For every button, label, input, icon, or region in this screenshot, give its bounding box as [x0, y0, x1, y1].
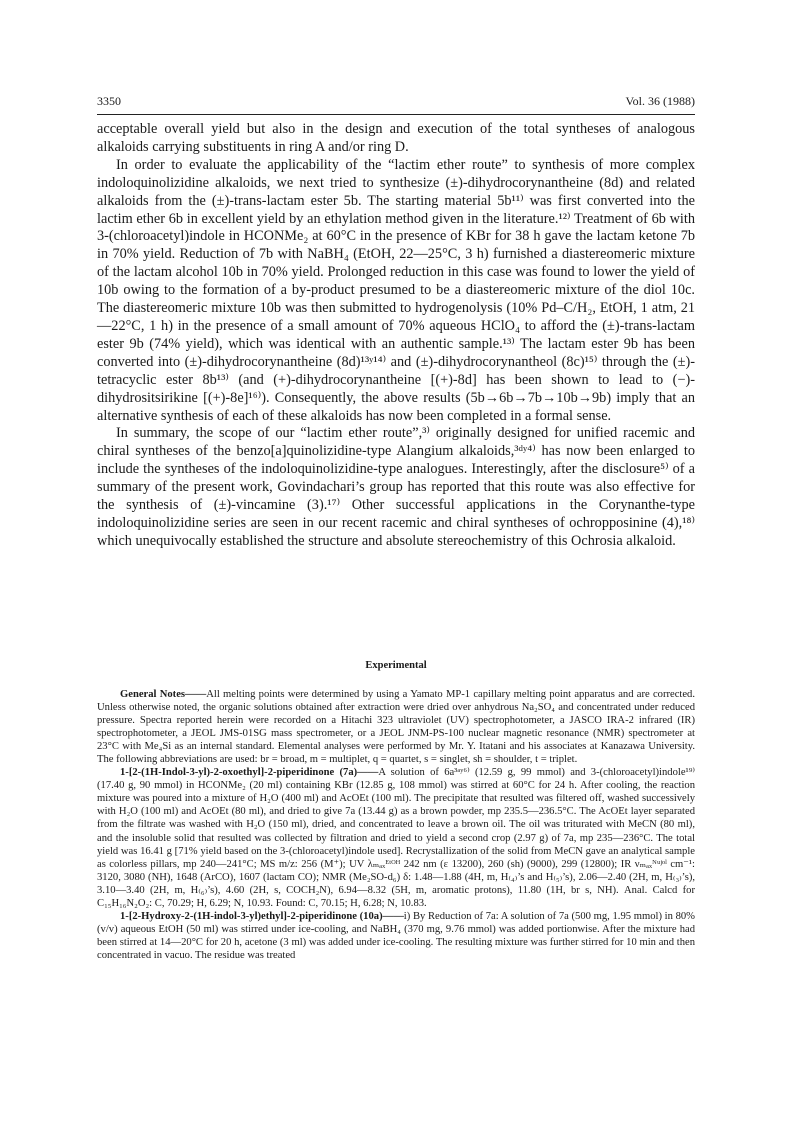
procedure-10a	[97, 910, 695, 962]
general-notes-title: General Notes——	[120, 689, 207, 700]
experimental-section	[97, 688, 695, 962]
general-notes-text: All melting points were determined by using a Yamato MP-1 capillary melting point apparatus and are corrected. Unless otherwise noted, the organic solutions obtained after extraction were dried over anhydrous Na₂SO₄ and concentrated under reduced pressure. Spectra reported herein were recorded on a Hitachi 323 ultraviolet (UV) spectrophotometer, a JASCO IRA-2 infrared (IR) spectrophotometer, a JEOL JMS-01SG mass spectrometer, or a JEOL JNM-PS-100 nuclear magnetic resonance (NMR) spectrometer at 23°C with Me₄Si as an internal standard. Elemental analyses were performed by Mr. Y. Itatani and his associates at Kanazawa University. The following abbreviations are used: br = broad, m = multiplet, q = quartet, s = singlet, sh = shoulder, t = triplet.	[97, 689, 695, 766]
page-number: 3350	[97, 94, 121, 108]
header-rule	[97, 114, 695, 115]
main-text	[97, 121, 695, 551]
general-notes	[97, 688, 695, 766]
procedure-7a	[97, 766, 695, 910]
procedure-10a-text: i) By Reduction of 7a: A solution of 7a (500 mg, 1.95 mmol) in 80% (v/v) aqueous EtOH (50 ml) was stirred under ice-cooling, and NaBH₄ (370 mg, 9.76 mmol) was added portionwise. After the mixture had been stirred at 14—20°C for 20 h, acetone (3 ml) was added under ice-cooling. The resulting mixture was further stirred for 10 min and then concentrated in vacuo. The residue was treated	[97, 910, 695, 961]
procedure-10a-title: 1-[2-Hydroxy-2-(1H-indol-3-yl)ethyl]-2-piperidinone (10a)——	[120, 910, 404, 922]
paragraph-summary: In summary, the scope of our “lactim ether route”,³⁾ originally designed for unified racemic and chiral syntheses of the benzo[a]quinolizidine-type Alangium alkaloids,³ᵈʸ⁴⁾ has now been enlarged to include the syntheses of the indoloquinolizidine-type analogues. Interestingly, after the disclosure⁵⁾ of a summary of the present work, Govindachari’s group has reported that this route was also effective for the synthesis of (±)-vincamine (3).¹⁷⁾ Other successful applications in the Corynanthe-type indoloquinolizidine series are seen in our recent racemic and chiral syntheses of ochropposinine (4),¹⁸⁾ which unequivocally established the structure and absolute stereochemistry of this Ochrosia alkaloid.	[97, 425, 695, 549]
experimental-heading: Experimental	[365, 660, 427, 671]
procedure-7a-text: A solution of 6a³ᵃʸ⁶⁾ (12.59 g, 99 mmol) and 3-(chloroacetyl)indole¹⁹⁾ (17.40 g, 90 mmol) in HCONMe₂ (20 ml) containing KBr (12.85 g, 108 mmol) was stirred at 60°C for 24 h. After cooling, the reaction mixture was poured into a mixture of H₂O (400 ml) and AcOEt (100 ml). The precipitate that resulted was filtered off, washed successively with H₂O (100 ml) and AcOEt (80 ml), and dried to give 7a (13.44 g) as a brown powder, mp 235.5—236.5°C. The AcOEt layer separated from the filtrate was washed with H₂O (150 ml), dried, and concentrated to leave a brown oil. The oil was triturated with MeCN (80 ml), and the insoluble solid that resulted was collected by filtration and dried to yield a second crop (2.97 g) of 7a, mp 235—236°C. The total yield was 16.41 g [71% yield based on the 3-(chloroacetyl)indole used]. Recrystallization of the solid from MeCN gave an analytical sample as colorless pillars, mp 240—241°C; MS m/z: 256 (M⁺); UV λₘₐₓᴱᵗᴼᴴ 242 nm (ε 13200), 260 (sh) (9000), 299 (12800); IR νₘₐₓᴺᵘʲᵒˡ cm⁻¹: 3120, 3080 (NH), 1648 (ArCO), 1607 (lactam CO); NMR (Me₂SO-d₆) δ: 1.48—1.88 (4H, m, H₍₄₎’s and H₍₅₎’s), 2.06—2.40 (2H, m, H₍₃₎’s), 3.10—3.40 (2H, m, H₍₆₎’s), 4.60 (2H, s, COCH₂N), 6.94—8.32 (5H, m, aromatic protons), 11.80 (1H, br s, NH). Anal. Calcd for C₁₅H₁₆N₂O₂: C, 70.29; H, 6.29; N, 10.93. Found: C, 70.15; H, 6.28; N, 10.83.	[97, 767, 695, 909]
running-header	[97, 94, 695, 110]
paragraph-continuation: acceptable overall yield but also in the design and execution of the total syntheses of analogous alkaloids carrying substituents in ring A and/or ring D.	[97, 121, 695, 155]
paragraph-synthesis: In order to evaluate the applicability of the “lactim ether route” to synthesis of more complex indoloquinolizidine alkaloids, we next tried to synthesize (±)-dihydrocorynantheine (8d) and related alkaloids from the (±)-trans-lactam ester 5b. The starting material 5b¹¹⁾ was first converted into the lactim ether 6b in excellent yield by an ethylation method given in the literature.¹²⁾ Treatment of 6b with 3-(chloroacetyl)indole in HCONMe₂ at 60°C in the presence of KBr for 38 h gave the lactam ketone 7b in 70% yield. Reduction of 7b with NaBH₄ (EtOH, 22—25°C, 3 h) furnished a diastereomeric mixture of the lactam alcohol 10b in 70% yield. Prolonged reduction in this case was found to lower the yield of 10b owing to the formation of a by-product presumed to be a diastereomeric mixture of the diol 10c. The diastereomeric mixture 10b was then submitted to hydrogenolysis (10% Pd–C/H₂, EtOH, 1 atm, 21—22°C, 1 h) in the presence of a small amount of 70% aqueous HClO₄ to afford the (±)-trans-lactam ester 9b (74% yield), which was identical with an authentic sample.¹³⁾ The lactam ester 9b has been converted into (±)-dihydrocorynantheine (8d)¹³ʸ¹⁴⁾ and (±)-dihydrocorynantheol (8c)¹⁵⁾ through the (±)-tetracyclic ester 8b¹³⁾ (and (+)-dihydrocorynantheine [(+)-8d] has been shown to lead to (−)-dihydrositsirikine [(+)-8e]¹⁶⁾). Consequently, the above results (5b→6b→7b→10b→9b) imply that an alternative synthesis of each of these alkaloids has now been completed in a formal sense.	[97, 156, 695, 424]
procedure-7a-title: 1-[2-(1H-Indol-3-yl)-2-oxoethyl]-2-piperidinone (7a)——	[120, 767, 379, 779]
volume-label: Vol. 36 (1988)	[625, 94, 695, 108]
